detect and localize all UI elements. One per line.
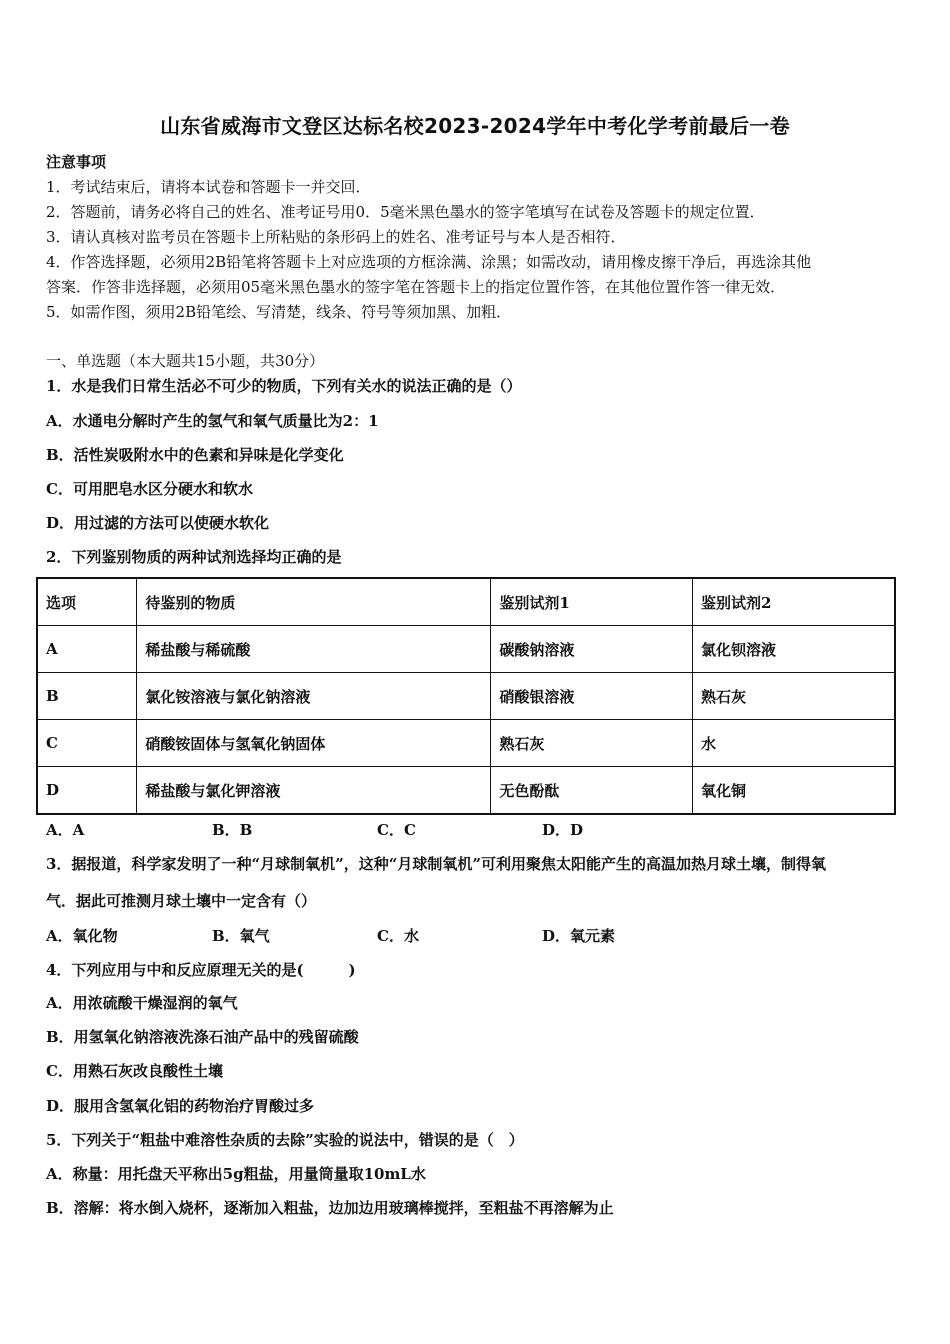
- notice-item: 1．考试结束后，请将本试卷和答题卡一并交回．: [46, 178, 371, 196]
- q1-option-b: B．活性炭吸附水中的色素和异味是化学变化: [46, 446, 344, 464]
- table-header-cell: 鉴别试剂1: [491, 578, 693, 626]
- table-cell: A: [37, 626, 137, 673]
- q1-option-a: A．水通电分解时产生的氢气和氧气质量比为2：1: [46, 412, 379, 430]
- table-cell: 氯化铵溶液与氯化钠溶液: [137, 673, 491, 720]
- table-row: [37, 626, 895, 673]
- table-cell: C: [37, 720, 137, 767]
- table-cell: B: [37, 673, 137, 720]
- q2-stem: 2．下列鉴别物质的两种试剂选择均正确的是: [46, 548, 342, 566]
- q1-option-d: D．用过滤的方法可以使硬水软化: [46, 514, 270, 532]
- q3-option-c: C．水: [377, 927, 419, 945]
- table-cell: 硝酸铵固体与氢氧化钠固体: [137, 720, 491, 767]
- table-cell: D: [37, 767, 137, 815]
- table-cell: 氯化钡溶液: [692, 626, 895, 673]
- table-cell: 无色酚酞: [491, 767, 693, 815]
- q3-option-a: A．氧化物: [46, 927, 118, 945]
- page-title: 山东省威海市文登区达标名校2023-2024学年中考化学考前最后一卷: [160, 114, 790, 138]
- table-header-cell: 鉴别试剂2: [692, 578, 895, 626]
- table-row: [37, 767, 895, 815]
- q4-option-a: A．用浓硫酸干燥湿润的氧气: [46, 994, 238, 1012]
- q1-option-c: C．可用肥皂水区分硬水和软水: [46, 480, 253, 498]
- q4-stem: 4．下列应用与中和反应原理无关的是( ): [46, 961, 356, 979]
- notice-item: 4．作答选择题，必须用2B铅笔将答题卡上对应选项的方框涂满、涂黑；如需改动，请用橡皮擦干净后，再选涂其他: [46, 253, 812, 271]
- table-cell: 水: [692, 720, 895, 767]
- q3-option-b: B．氧气: [212, 927, 270, 945]
- table-cell: 熟石灰: [692, 673, 895, 720]
- table-row: [37, 673, 895, 720]
- q1-stem: 1．水是我们日常生活必不可少的物质，下列有关水的说法正确的是（）: [46, 377, 522, 395]
- notice-item: 答案．作答非选择题，必须用05毫米黑色墨水的签字笔在答题卡上的指定位置作答，在其他位置作答一律无效．: [46, 278, 786, 296]
- section-heading: 一、单选题（本大题共15小题，共30分）: [46, 352, 325, 370]
- q5-stem: 5．下列关于“粗盐中难溶性杂质的去除”实验的说法中，错误的是（ ）: [46, 1131, 524, 1149]
- q2-table: [36, 577, 896, 815]
- q5-option-a: A．称量：用托盘天平称出5g粗盐，用量筒量取10mL水: [46, 1165, 426, 1183]
- q5-option-b: B．溶解：将水倒入烧杯，逐渐加入粗盐，边加边用玻璃棒搅拌，至粗盐不再溶解为止: [46, 1199, 614, 1217]
- table-cell: 熟石灰: [491, 720, 693, 767]
- q2-option-c: C．C: [377, 821, 416, 839]
- q4-option-c: C．用熟石灰改良酸性土壤: [46, 1062, 223, 1080]
- table-cell: 氧化铜: [692, 767, 895, 815]
- table-header-cell: 待鉴别的物质: [137, 578, 491, 626]
- q2-option-a: A．A: [46, 821, 85, 839]
- q3-option-d: D．氧元素: [542, 927, 616, 945]
- table-cell: 硝酸银溶液: [491, 673, 693, 720]
- table-cell: 稀盐酸与稀硫酸: [137, 626, 491, 673]
- table-row: [37, 720, 895, 767]
- q3-stem-continued: 气．据此可推测月球土壤中一定含有（）: [46, 892, 317, 910]
- q4-option-d: D．服用含氢氧化铝的药物治疗胃酸过多: [46, 1097, 315, 1115]
- table-cell: 碳酸钠溶液: [491, 626, 693, 673]
- q2-option-b: B．B: [212, 821, 253, 839]
- table-header-row: [37, 578, 895, 626]
- notice-item: 5．如需作图，须用2B铅笔绘、写清楚，线条、符号等须加黑、加粗．: [46, 303, 512, 321]
- notice-heading: 注意事项: [46, 153, 107, 171]
- table-header-cell: 选项: [37, 578, 137, 626]
- q2-option-d: D．D: [542, 821, 584, 839]
- notice-item: 2．答题前，请务必将自己的姓名、准考证号用0．5毫米黑色墨水的签字笔填写在试卷及答题卡的规定位置．: [46, 203, 765, 221]
- q3-stem: 3．据报道，科学家发明了一种“月球制氧机”，这种“月球制氧机”可利用聚焦太阳能产生的高温加热月球土壤，制得氧: [46, 855, 826, 873]
- notice-item: 3．请认真核对监考员在答题卡上所粘贴的条形码上的姓名、准考证号与本人是否相符．: [46, 228, 626, 246]
- q4-option-b: B．用氢氧化钠溶液洗涤石油产品中的残留硫酸: [46, 1028, 359, 1046]
- table-cell: 稀盐酸与氯化钾溶液: [137, 767, 491, 815]
